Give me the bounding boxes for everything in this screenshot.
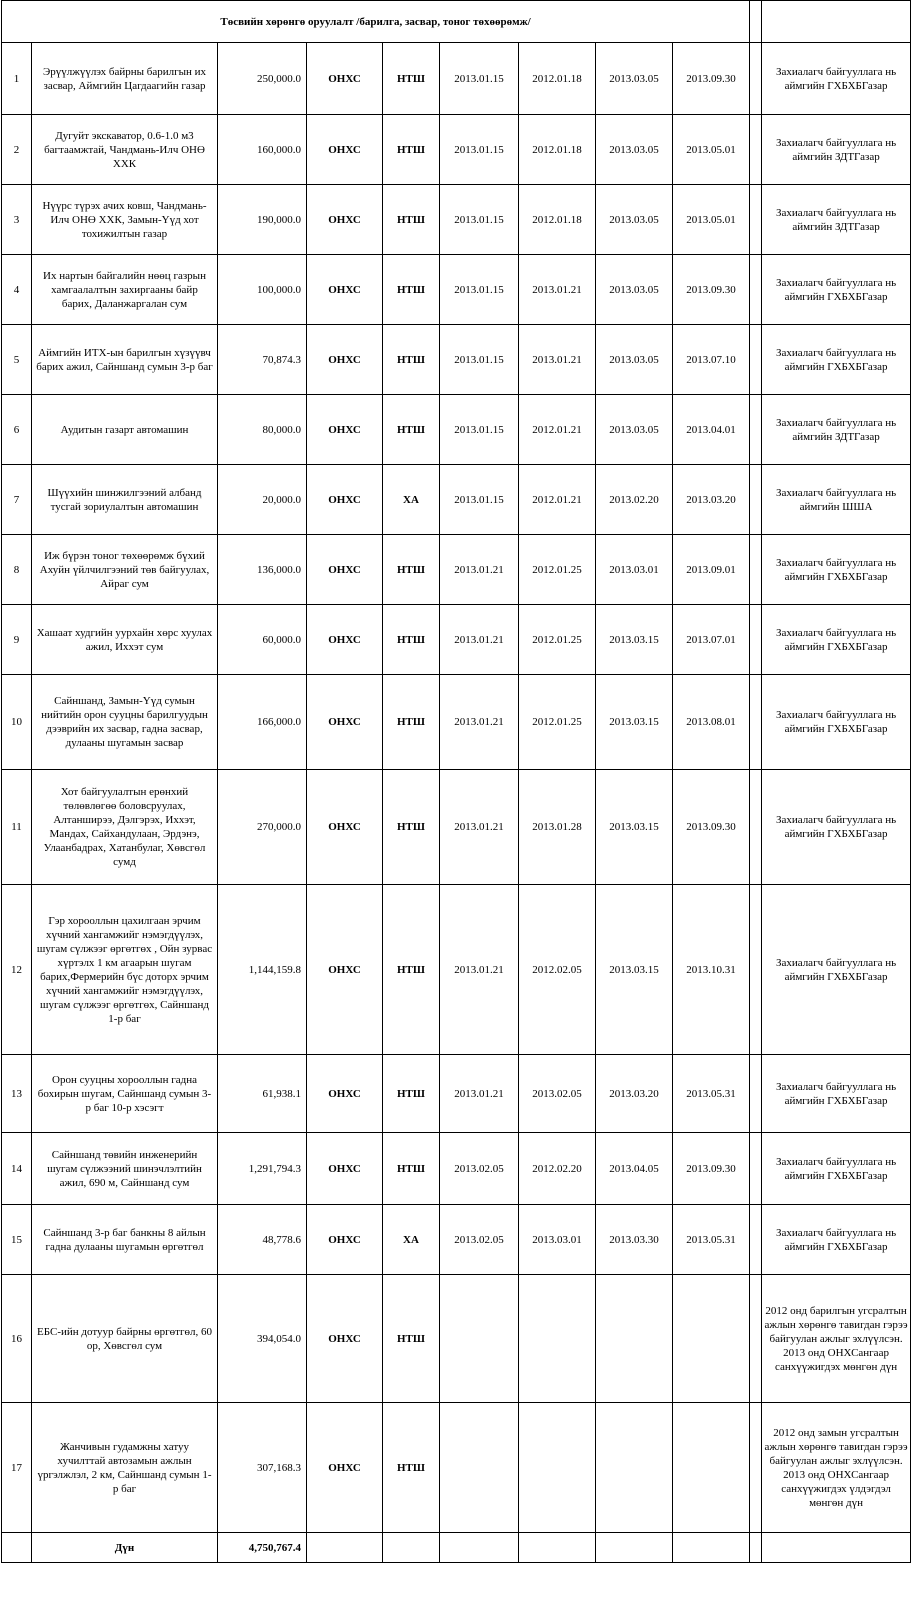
amount: 160,000.0	[218, 115, 307, 185]
date-4: 2013.03.20	[673, 465, 750, 535]
table-row	[2, 675, 911, 770]
procurement-method: НТШ	[383, 115, 440, 185]
row-number: 7	[2, 465, 32, 535]
date-3: 2013.03.05	[596, 115, 673, 185]
note: 2012 онд барилгын угсралтын ажлын хөрөнгө тавигдан гэрээ байгуулан ажлыг эхлүүлсэн. 2013 онд ОНХСангаар санхүүжигдэх мөнгөн дүн	[762, 1275, 911, 1403]
table-row	[2, 535, 911, 605]
project-name: Хот байгуулалтын ерөнхий төлөвлөгөө боловсруулах, Алтанширээ, Дэлгэрэх, Иххэт, Мандах, Сайхандулаан, Эрдэнэ, Улаанбадрах, Хатанбулаг, Хөвсгөл сумд	[32, 770, 218, 885]
amount: 394,054.0	[218, 1275, 307, 1403]
note: Захиалагч байгууллага нь аймгийн ГХБХБГазар	[762, 535, 911, 605]
table-row	[2, 395, 911, 465]
date-3: 2013.03.05	[596, 43, 673, 115]
date-1	[440, 1275, 519, 1403]
date-2: 2013.02.05	[519, 1055, 596, 1133]
date-2: 2013.01.21	[519, 325, 596, 395]
project-name: Сайншанд төвийн инженерийн шугам сүлжээний шинэчлэлтийн ажил, 690 м, Сайншанд сум	[32, 1133, 218, 1205]
funding-source: ОНХС	[307, 1205, 383, 1275]
amount: 250,000.0	[218, 43, 307, 115]
funding-source: ОНХС	[307, 325, 383, 395]
note: 2012 онд замын угсралтын ажлын хөрөнгө тавигдан гэрээ байгуулан ажлыг эхлүүлсэн. 2013 онд ОНХСангаар санхүүжигдэх үлдэгдэл мөнгөн дүн	[762, 1403, 911, 1533]
table-row	[2, 255, 911, 325]
note: Захиалагч байгууллага нь аймгийн ЗДТГазар	[762, 395, 911, 465]
procurement-method: НТШ	[383, 885, 440, 1055]
amount: 80,000.0	[218, 395, 307, 465]
date-1: 2013.01.15	[440, 465, 519, 535]
date-3: 2013.03.05	[596, 395, 673, 465]
funding-source: ОНХС	[307, 465, 383, 535]
date-3: 2013.02.20	[596, 465, 673, 535]
amount: 20,000.0	[218, 465, 307, 535]
note: Захиалагч байгууллага нь аймгийн ГХБХБГазар	[762, 675, 911, 770]
project-name: Эрүүлжүүлэх байрны барилгын их засвар, Аймгийн Цагдаагийн газар	[32, 43, 218, 115]
table-row	[2, 1403, 911, 1533]
table-row	[2, 325, 911, 395]
date-2	[519, 1275, 596, 1403]
table-row	[2, 1205, 911, 1275]
note: Захиалагч байгууллага нь аймгийн ЗДТГазар	[762, 185, 911, 255]
date-2: 2012.01.21	[519, 465, 596, 535]
table-row	[2, 115, 911, 185]
procurement-method: НТШ	[383, 675, 440, 770]
date-1: 2013.01.21	[440, 605, 519, 675]
date-4: 2013.09.01	[673, 535, 750, 605]
note: Захиалагч байгууллага нь аймгийн ЗДТГазар	[762, 115, 911, 185]
date-3	[596, 1275, 673, 1403]
date-1: 2013.02.05	[440, 1205, 519, 1275]
row-number: 10	[2, 675, 32, 770]
date-1: 2013.01.15	[440, 325, 519, 395]
project-name: Аймгийн ИТХ-ын барилгын хүзүүвч барих ажил, Сайншанд сумын 3-р баг	[32, 325, 218, 395]
date-3: 2013.03.20	[596, 1055, 673, 1133]
project-name: Их нартын байгалийн нөөц газрын хамгаалалтын захиргааны байр барих, Даланжаргалан сум	[32, 255, 218, 325]
row-number: 15	[2, 1205, 32, 1275]
date-2: 2013.03.01	[519, 1205, 596, 1275]
date-4: 2013.05.01	[673, 115, 750, 185]
funding-source: ОНХС	[307, 1403, 383, 1533]
date-1: 2013.01.15	[440, 43, 519, 115]
funding-source: ОНХС	[307, 43, 383, 115]
date-1: 2013.01.15	[440, 255, 519, 325]
funding-source: ОНХС	[307, 770, 383, 885]
procurement-method: НТШ	[383, 1055, 440, 1133]
amount: 190,000.0	[218, 185, 307, 255]
funding-source: ОНХС	[307, 535, 383, 605]
project-name: Орон сууцны хорооллын гадна бохирын шугам, Сайншанд сумын 3-р баг 10-р хэсэгт	[32, 1055, 218, 1133]
project-name: Аудитын газарт автомашин	[32, 395, 218, 465]
date-4: 2013.09.30	[673, 43, 750, 115]
investment-table	[1, 0, 911, 1563]
date-1: 2013.01.21	[440, 885, 519, 1055]
table-row	[2, 465, 911, 535]
date-2: 2012.01.18	[519, 43, 596, 115]
date-2: 2012.01.25	[519, 605, 596, 675]
row-number: 14	[2, 1133, 32, 1205]
funding-source: ОНХС	[307, 1275, 383, 1403]
funding-source: ОНХС	[307, 1133, 383, 1205]
date-4: 2013.05.31	[673, 1055, 750, 1133]
amount: 1,291,794.3	[218, 1133, 307, 1205]
row-number: 8	[2, 535, 32, 605]
date-3: 2013.03.15	[596, 770, 673, 885]
project-name: Хашаат худгийн уурхайн хөрс хуулах ажил, Иххэт сум	[32, 605, 218, 675]
row-number: 16	[2, 1275, 32, 1403]
date-4: 2013.04.01	[673, 395, 750, 465]
table-row	[2, 43, 911, 115]
date-4	[673, 1403, 750, 1533]
date-4: 2013.07.10	[673, 325, 750, 395]
project-name: Сайншанд 3-р баг банкны 8 айлын гадна дулааны шугамын өргөтгөл	[32, 1205, 218, 1275]
project-name: ЕБС-ийн дотуур байрны өргөтгөл, 60 ор, Хөвсгөл сум	[32, 1275, 218, 1403]
row-number: 13	[2, 1055, 32, 1133]
date-3: 2013.03.05	[596, 185, 673, 255]
date-3: 2013.04.05	[596, 1133, 673, 1205]
date-3: 2013.03.30	[596, 1205, 673, 1275]
date-3: 2013.03.15	[596, 675, 673, 770]
project-name: Сайншанд, Замын-Үүд сумын нийтийн орон сууцны барилгуудын дээврийн их засвар, гадна засвар, дулааны шугамын засвар	[32, 675, 218, 770]
date-1: 2013.01.21	[440, 535, 519, 605]
date-3: 2013.03.05	[596, 255, 673, 325]
note: Захиалагч байгууллага нь аймгийн ГХБХБГазар	[762, 885, 911, 1055]
amount: 61,938.1	[218, 1055, 307, 1133]
table-row	[2, 885, 911, 1055]
date-2: 2012.01.25	[519, 675, 596, 770]
note: Захиалагч байгууллага нь аймгийн ГХБХБГазар	[762, 605, 911, 675]
date-1: 2013.01.21	[440, 1055, 519, 1133]
amount: 270,000.0	[218, 770, 307, 885]
row-number: 2	[2, 115, 32, 185]
funding-source: ОНХС	[307, 255, 383, 325]
date-3: 2013.03.15	[596, 885, 673, 1055]
funding-source: ОНХС	[307, 395, 383, 465]
date-1: 2013.01.21	[440, 770, 519, 885]
note: Захиалагч байгууллага нь аймгийн ГХБХБГазар	[762, 1055, 911, 1133]
project-name: Иж бүрэн тоног төхөөрөмж бүхий Ахуйн үйлчилгээний төв байгуулах, Айраг сум	[32, 535, 218, 605]
date-4: 2013.09.30	[673, 1133, 750, 1205]
date-1	[440, 1403, 519, 1533]
note: Захиалагч байгууллага нь аймгийн ГХБХБГазар	[762, 770, 911, 885]
date-4: 2013.07.01	[673, 605, 750, 675]
date-4: 2013.05.01	[673, 185, 750, 255]
table-body	[2, 1, 911, 1563]
row-number: 1	[2, 43, 32, 115]
procurement-method: НТШ	[383, 185, 440, 255]
date-2: 2012.01.18	[519, 185, 596, 255]
procurement-method: НТШ	[383, 535, 440, 605]
note: Захиалагч байгууллага нь аймгийн ШША	[762, 465, 911, 535]
date-3	[596, 1403, 673, 1533]
note: Захиалагч байгууллага нь аймгийн ГХБХБГазар	[762, 1133, 911, 1205]
date-2: 2012.01.25	[519, 535, 596, 605]
note: Захиалагч байгууллага нь аймгийн ГХБХБГазар	[762, 1205, 911, 1275]
amount: 1,144,159.8	[218, 885, 307, 1055]
total-label: Дүн	[32, 1533, 218, 1563]
row-number: 5	[2, 325, 32, 395]
procurement-method: НТШ	[383, 1133, 440, 1205]
date-2: 2013.01.28	[519, 770, 596, 885]
table-row	[2, 1133, 911, 1205]
date-2: 2012.01.21	[519, 395, 596, 465]
note: Захиалагч байгууллага нь аймгийн ГХБХБГазар	[762, 255, 911, 325]
date-2: 2012.02.20	[519, 1133, 596, 1205]
procurement-method: НТШ	[383, 395, 440, 465]
procurement-method: ХА	[383, 1205, 440, 1275]
date-3: 2013.03.01	[596, 535, 673, 605]
funding-source: ОНХС	[307, 185, 383, 255]
procurement-method: НТШ	[383, 770, 440, 885]
project-name: Нүүрс түрэх ачих ковш, Чандмань-Илч ОНӨ ХХК, Замын-Үүд хот тохижилтын газар	[32, 185, 218, 255]
amount: 136,000.0	[218, 535, 307, 605]
date-2: 2012.02.05	[519, 885, 596, 1055]
date-2	[519, 1403, 596, 1533]
row-number: 9	[2, 605, 32, 675]
procurement-method: НТШ	[383, 1403, 440, 1533]
row-number: 4	[2, 255, 32, 325]
date-1: 2013.01.15	[440, 115, 519, 185]
project-name: Дугуйт экскаватор, 0.6-1.0 м3 багтаамжтай, Чандмань-Илч ОНӨ ХХК	[32, 115, 218, 185]
date-4	[673, 1275, 750, 1403]
funding-source: ОНХС	[307, 1055, 383, 1133]
section-header-row	[2, 1, 911, 43]
amount: 307,168.3	[218, 1403, 307, 1533]
procurement-method: НТШ	[383, 605, 440, 675]
date-2: 2013.01.21	[519, 255, 596, 325]
project-name: Шүүхийн шинжилгээний албанд тусгай зориулалтын автомашин	[32, 465, 218, 535]
funding-source: ОНХС	[307, 115, 383, 185]
row-number: 17	[2, 1403, 32, 1533]
note: Захиалагч байгууллага нь аймгийн ГХБХБГазар	[762, 325, 911, 395]
table-row	[2, 605, 911, 675]
table-row	[2, 770, 911, 885]
date-1: 2013.01.21	[440, 675, 519, 770]
amount: 60,000.0	[218, 605, 307, 675]
date-3: 2013.03.05	[596, 325, 673, 395]
project-name: Жанчивын гудамжны хатуу хучилттай автозамын ажлын үргэлжлэл, 2 км, Сайншанд сумын 1-р баг	[32, 1403, 218, 1533]
row-number: 11	[2, 770, 32, 885]
procurement-method: НТШ	[383, 325, 440, 395]
date-4: 2013.08.01	[673, 675, 750, 770]
funding-source: ОНХС	[307, 675, 383, 770]
amount: 166,000.0	[218, 675, 307, 770]
amount: 48,778.6	[218, 1205, 307, 1275]
row-number: 12	[2, 885, 32, 1055]
date-4: 2013.10.31	[673, 885, 750, 1055]
row-number: 6	[2, 395, 32, 465]
table-row	[2, 1275, 911, 1403]
amount: 100,000.0	[218, 255, 307, 325]
procurement-method: ХА	[383, 465, 440, 535]
table-row	[2, 1055, 911, 1133]
total-row	[2, 1533, 911, 1563]
date-3: 2013.03.15	[596, 605, 673, 675]
date-1: 2013.02.05	[440, 1133, 519, 1205]
table-row	[2, 185, 911, 255]
total-amount: 4,750,767.4	[218, 1533, 307, 1563]
section-title: Төсвийн хөрөнгө оруулалт /барилга, засвар, тоног төхөөрөмж/	[2, 1, 750, 43]
procurement-method: НТШ	[383, 255, 440, 325]
date-1: 2013.01.15	[440, 185, 519, 255]
funding-source: ОНХС	[307, 885, 383, 1055]
procurement-method: НТШ	[383, 1275, 440, 1403]
project-name: Гэр хорооллын цахилгаан эрчим хүчний хангамжийг нэмэгдүүлэх, шугам сүлжээг өргөтгөх , Ойн зурвас хүртэлх 1 км агаарын шугам барих,Фермерийн бүс доторх эрчим хүчний хангамжийг нэмэгдүүлэх, шугам сүлжээг өргөтгөх, Сайншанд 1-р баг	[32, 885, 218, 1055]
date-2: 2012.01.18	[519, 115, 596, 185]
amount: 70,874.3	[218, 325, 307, 395]
procurement-method: НТШ	[383, 43, 440, 115]
funding-source: ОНХС	[307, 605, 383, 675]
date-4: 2013.05.31	[673, 1205, 750, 1275]
row-number: 3	[2, 185, 32, 255]
date-4: 2013.09.30	[673, 255, 750, 325]
note: Захиалагч байгууллага нь аймгийн ГХБХБГазар	[762, 43, 911, 115]
date-4: 2013.09.30	[673, 770, 750, 885]
date-1: 2013.01.15	[440, 395, 519, 465]
